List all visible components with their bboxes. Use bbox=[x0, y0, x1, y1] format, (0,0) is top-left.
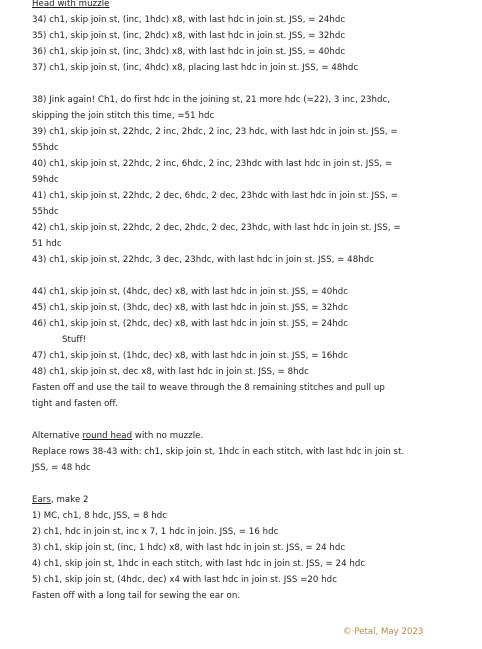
row-39: 39) ch1, skip join st, 22hdc, 2 inc, 2hdc, 2 inc, 23 hdc, with last hdc in join st. JSS, = bbox=[32, 127, 398, 137]
ears-fasten-off: Fasten off with a long tail for sewing the ear on. bbox=[32, 591, 241, 601]
round-head-label: round head bbox=[82, 431, 133, 441]
row-43: 43) ch1, skip join st, 22hdc, 3 dec, 23hdc, with last hdc in join st. JSS, = 48hdc bbox=[32, 255, 374, 265]
head-with-muzzle-heading: Head with muzzle bbox=[32, 0, 110, 9]
row-40: 40) ch1, skip join st, 22hdc, 2 inc, 6hdc, 2 inc, 23hdc with last hdc in join st. JSS, = bbox=[32, 159, 393, 169]
row-48: 48) ch1, skip join st, dec x8, with last hdc in join st. JSS, = 8hdc bbox=[32, 367, 309, 377]
row-44: 44) ch1, skip join st, (4hdc, dec) x8, with last hdc in join st. JSS, = 40hdc bbox=[32, 287, 349, 297]
row-46: 46) ch1, skip join st, (2hdc, dec) x8, with last hdc in join st. JSS, = 24hdc bbox=[32, 319, 349, 329]
alternative-replace-rows: Replace rows 38-43 with: ch1, skip join st, 1hdc in each stitch, with last hdc in join st. bbox=[32, 447, 405, 457]
ears-row-5: 5) ch1, skip join st, (4hdc, dec) x4 with last hdc in join st. JSS =20 hdc bbox=[32, 575, 337, 585]
alternative-intro-suffix: with no muzzle. bbox=[132, 431, 204, 441]
alternative-replace-rows-continued: JSS, = 48 hdc bbox=[32, 463, 91, 473]
ears-row-1: 1) MC, ch1, 8 hdc, JSS, = 8 hdc bbox=[32, 511, 168, 521]
row-45: 45) ch1, skip join st, (3hdc, dec) x8, with last hdc in join st. JSS, = 32hdc bbox=[32, 303, 349, 313]
row-41-continued: 55hdc bbox=[32, 207, 59, 217]
ears-heading bbox=[32, 494, 89, 506]
ears-title: Ears bbox=[32, 495, 51, 505]
row-38: 38) Jink again! Ch1, do first hdc in the joining st, 21 more hdc (=22), 3 inc, 23hdc, bbox=[32, 95, 391, 105]
row-42-continued: 51 hdc bbox=[32, 239, 62, 249]
row-35: 35) ch1, skip join st, (inc, 2hdc) x8, with last hdc in join st. JSS, = 32hdc bbox=[32, 31, 346, 41]
row-47: 47) ch1, skip join st, (1hdc, dec) x8, with last hdc in join st. JSS, = 16hdc bbox=[32, 351, 349, 361]
row-36: 36) ch1, skip join st, (inc, 3hdc) x8, with last hdc in join st. JSS, = 40hdc bbox=[32, 47, 346, 57]
row-39-continued: 55hdc bbox=[32, 143, 59, 153]
row-40-continued: 59hdc bbox=[32, 175, 59, 185]
row-37: 37) ch1, skip join st, (inc, 4hdc) x8, placing last hdc in join st. JSS, = 48hdc bbox=[32, 63, 359, 73]
ears-row-3: 3) ch1, skip join st, (inc, 1 hdc) x8, with last hdc in join st. JSS, = 24 hdc bbox=[32, 543, 346, 553]
alternative-head-intro bbox=[32, 430, 203, 442]
ears-row-2: 2) ch1, hdc in join st, inc x 7, 1 hdc in join. JSS, = 16 hdc bbox=[32, 527, 279, 537]
row-34: 34) ch1, skip join st, (inc, 1hdc) x8, with last hdc in join st. JSS, = 24hdc bbox=[32, 15, 346, 25]
ears-row-4: 4) ch1, skip join st, 1hdc in each stitch, with last hdc in join st. JSS, = 24 hdc bbox=[32, 559, 366, 569]
row-42: 42) ch1, skip join st, 22hdc, 2 dec, 2hdc, 2 dec, 23hdc, with last hdc in join st. JSS, = bbox=[32, 223, 401, 233]
row-38-continued: skipping the join stitch this time, =51 hdc bbox=[32, 111, 215, 121]
fasten-off-instruction-continued: tight and fasten off. bbox=[32, 399, 118, 409]
alternative-intro-prefix: Alternative bbox=[32, 431, 83, 441]
row-41: 41) ch1, skip join st, 22hdc, 2 dec, 6hdc, 2 dec, 23hdc with last hdc in join st. JSS, = bbox=[32, 191, 398, 201]
stuff-note: Stuff! bbox=[62, 335, 87, 345]
fasten-off-instruction: Fasten off and use the tail to weave through the 8 remaining stitches and pull up bbox=[32, 383, 385, 393]
ears-title-suffix: , make 2 bbox=[50, 495, 89, 505]
copyright-footer: © Petal, May 2023 bbox=[343, 627, 424, 637]
